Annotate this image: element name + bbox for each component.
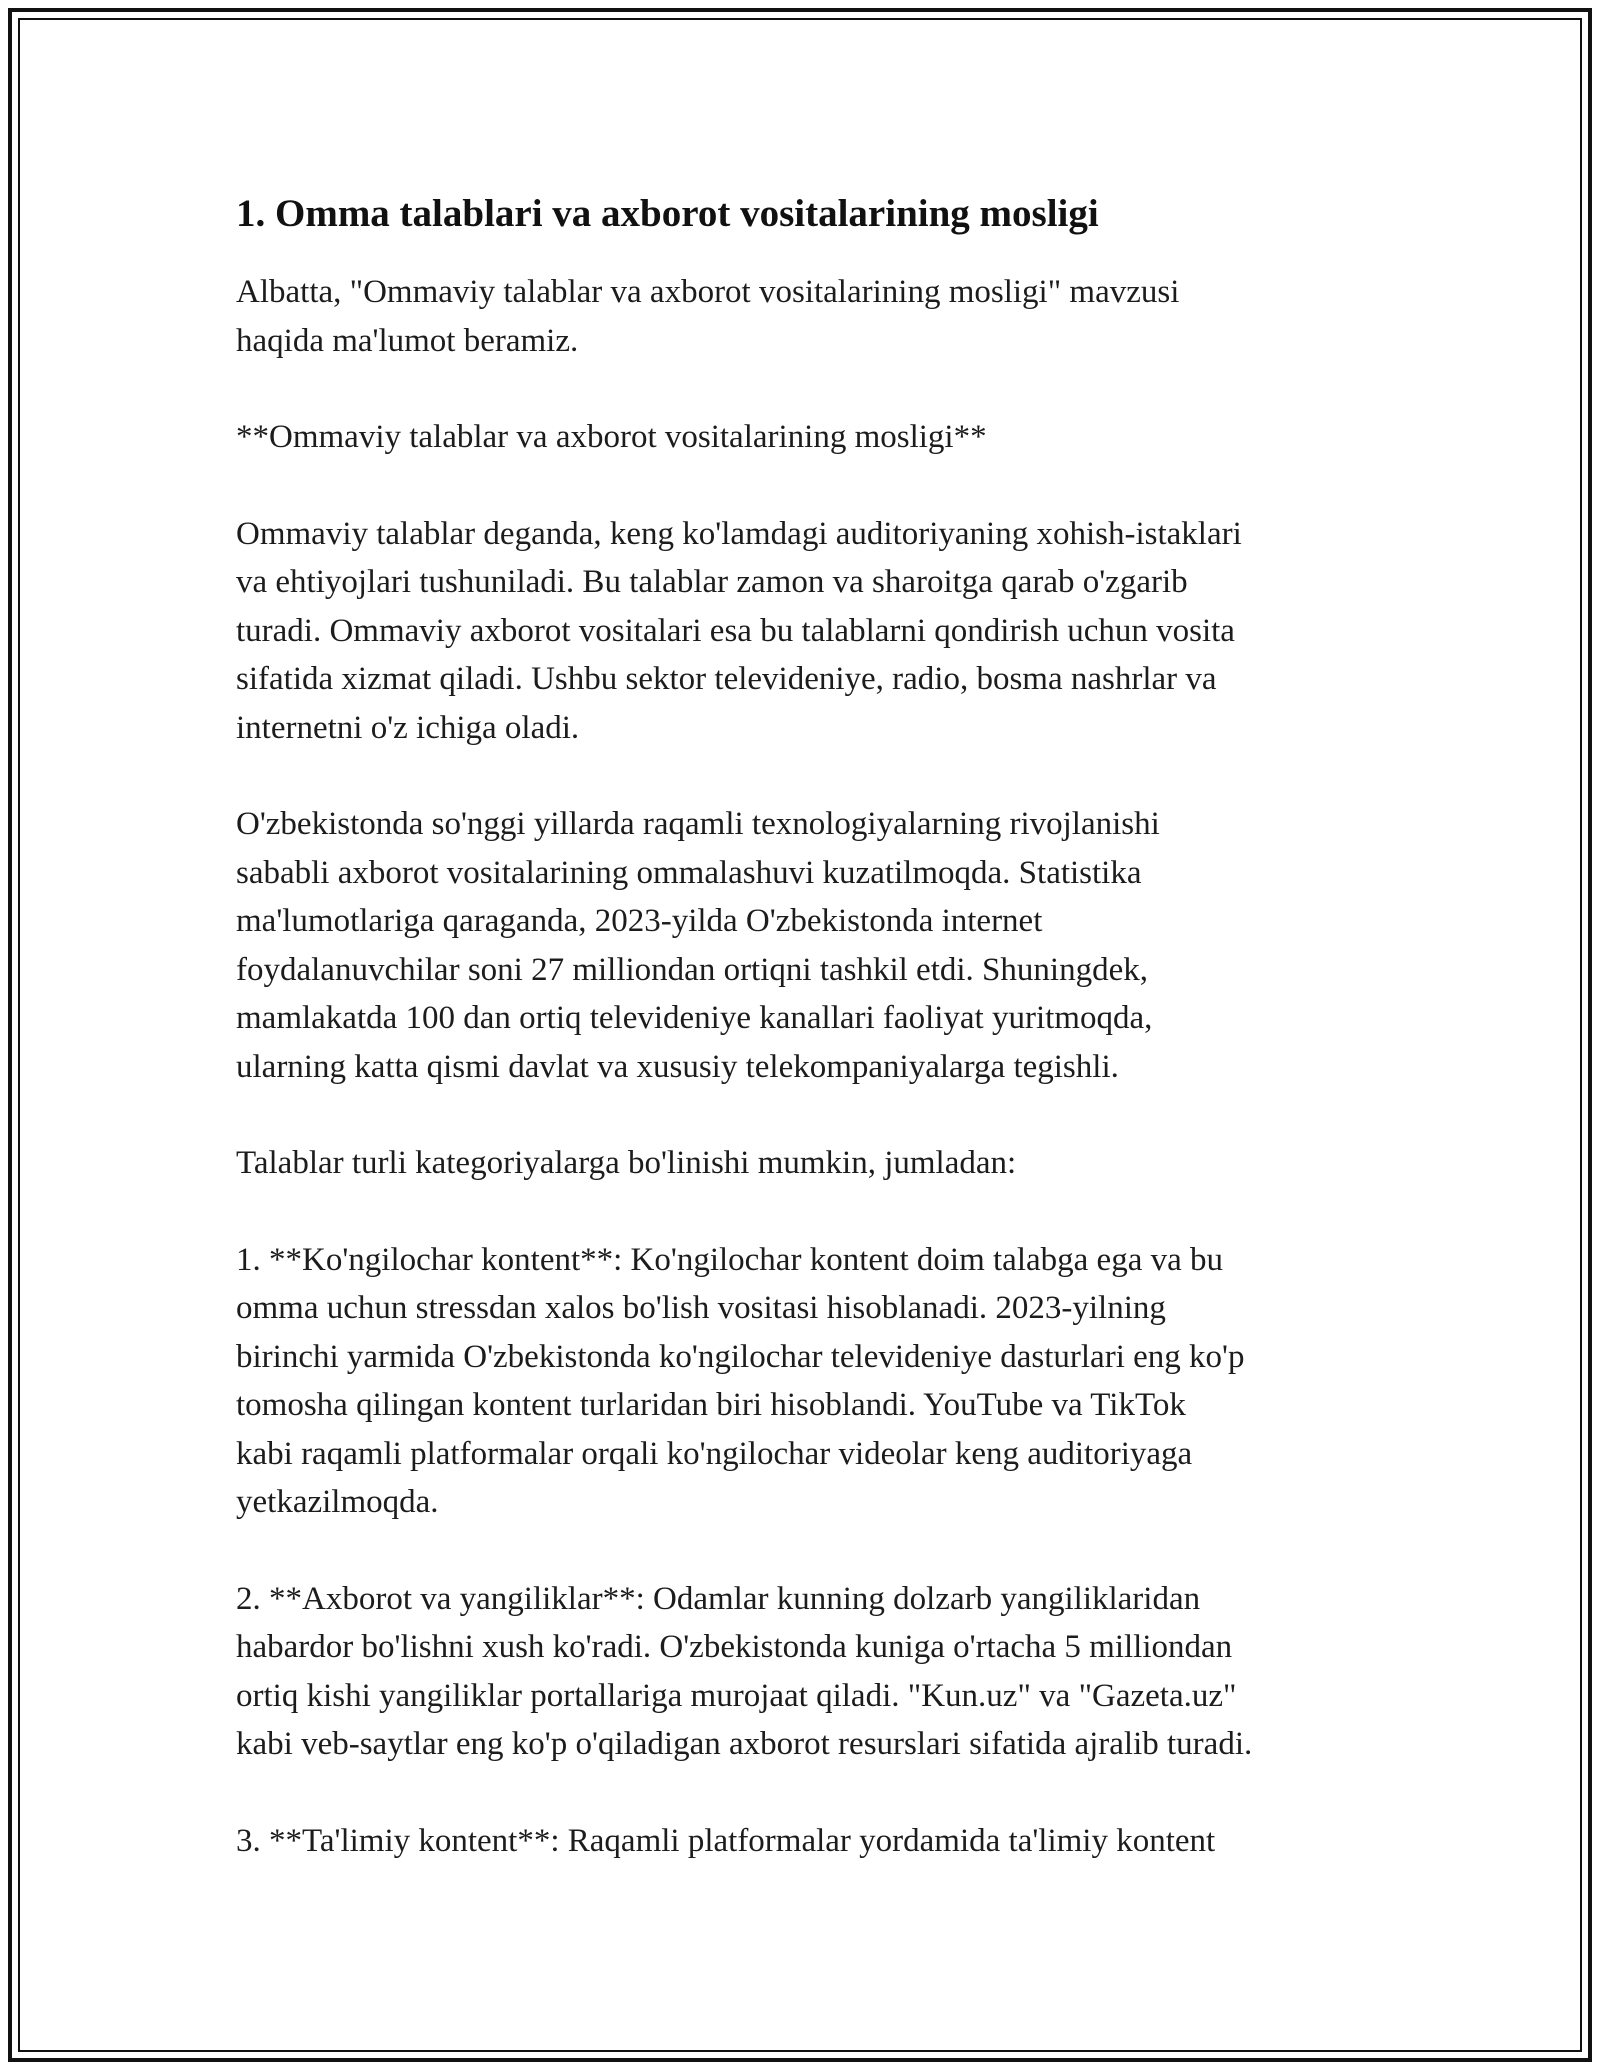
list-item-education: 3. **Ta'limiy kontent**: Raqamli platformalar yordamida ta'limiy kontent: [236, 1822, 1216, 1859]
list-item-news: 2. **Axborot va yangiliklar**: Odamlar kunning dolzarb yangiliklaridan habardor bo'lishni xush ko'radi. O'zbekistonda kuniga o'rtacha 5 milliondan ortiq kishi yangiliklar portallariga murojaat qiladi. "Kun.uz" va "Gazeta.uz" kabi veb-saytlar eng ko'p o'qiladigan axborot resurslari sifatida ajralib turadi.: [236, 1580, 1253, 1762]
intro-paragraph: Albatta, "Ommaviy talablar va axborot vositalarining mosligi" mavzusi haqida ma'lumot beramiz.: [236, 274, 1180, 359]
statistics-paragraph: O'zbekistonda so'nggi yillarda raqamli texnologiyalarning rivojlanishi sababli axborot vositalarining ommalashuvi kuzatilmoqda. Statistika ma'lumotlariga qaraganda, 2023-yilda O'zbekistonda internet foydalanuvchilar soni 27 milliondan ortiqni tashkil etdi. Shuningdek, mamlakatda 100 dan ortiq televideniye kanallari faoliyat yuritmoqda, ularning katta qismi davlat va xususiy telekompaniyalarga tegishli.: [236, 806, 1160, 1085]
list-item-entertainment: 1. **Ko'ngilochar kontent**: Ko'ngilochar kontent doim talabga ega va bu omma uchun stressdan xalos bo'lish vositasi hisoblanadi. 2023-yilning birinchi yarmida O'zbekistonda ko'ngilochar televideniye dasturlari eng ko'p tomosha qilingan kontent turlaridan biri hisoblandi. YouTube va TikTok kabi raqamli platformalar orqali ko'ngilochar videolar keng auditoriyaga yetkazilmoqda.: [236, 1241, 1245, 1520]
document-body: [236, 188, 1386, 1913]
section-heading: 1. Omma talablari va axborot vositalarining mosligi: [236, 192, 1099, 235]
definition-paragraph: Ommaviy talablar deganda, keng ko'lamdagi auditoriyaning xohish-istaklari va ehtiyojlari tushuniladi. Bu talablar zamon va sharoitga qarab o'zgarib turadi. Ommaviy axborot vositalari esa bu talablarni qondirish uchun vosita sifatida xizmat qiladi. Ushbu sektor televideniye, radio, bosma nashrlar va internetni o'z ichiga oladi.: [236, 515, 1242, 746]
bold-title-paragraph: **Ommaviy talablar va axborot vositalarining mosligi**: [236, 419, 987, 455]
categories-intro-paragraph: Talablar turli kategoriyalarga bo'linishi mumkin, jumladan:: [236, 1145, 1017, 1181]
